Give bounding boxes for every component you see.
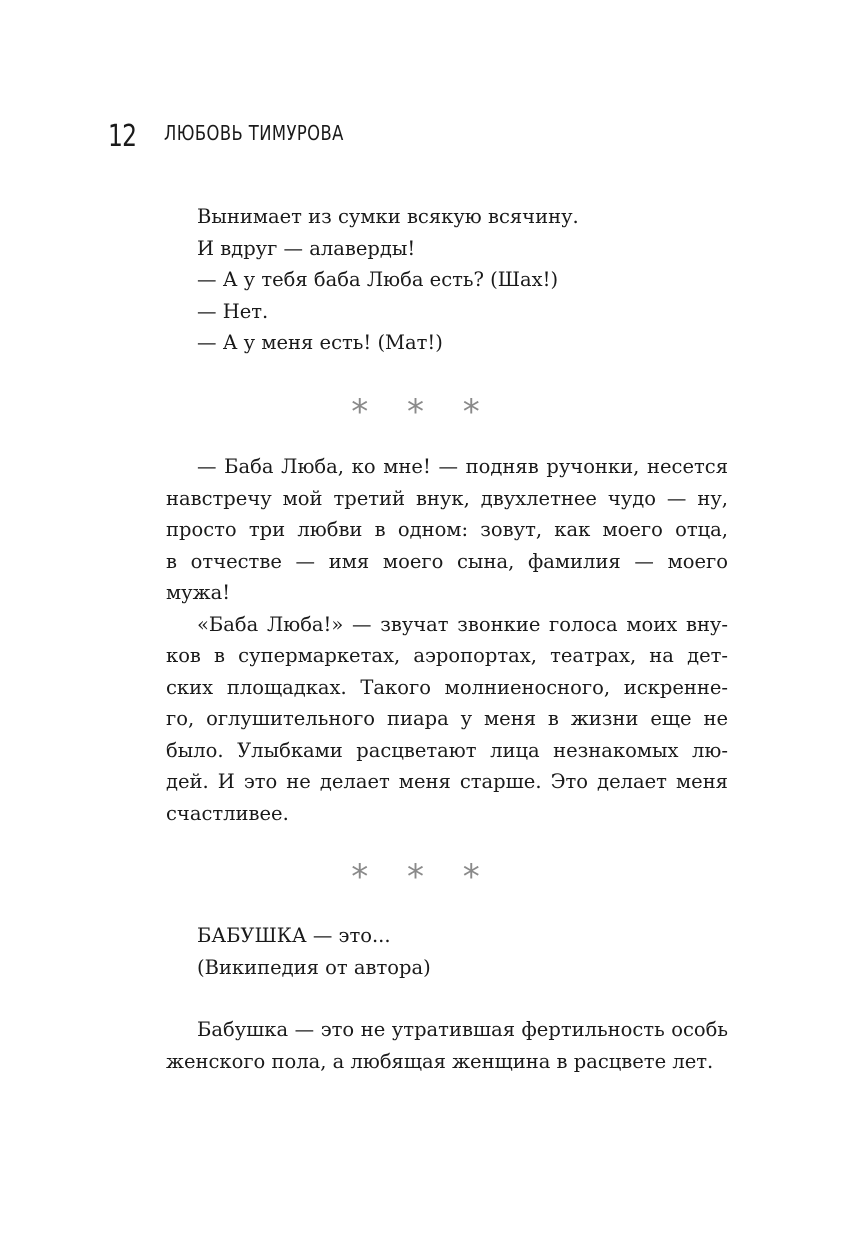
text-line: И вдруг — алаверды! [197,236,416,260]
text-line: ков в супермаркетах, аэропортах, театрах, на дет- [166,644,728,667]
text-line: женского пола, а любящая женщина в расцвете лет. [166,1049,714,1073]
section-separator: * * * [351,392,494,432]
text-line: в отчестве — имя моего сына, фамилия — моего [166,549,728,573]
page-header [108,118,383,154]
text-line: Вынимает из сумки всякую всячину. [197,205,579,228]
heading-block [166,920,728,983]
text-line: — Нет. [197,299,269,323]
definition-paragraph [166,1014,728,1077]
text-line: Бабушка — это не утратившая фертильность особь [197,1018,728,1041]
text-line: — А у меня есть! (Мат!) [197,331,443,354]
text-line: было. Улыбками расцветают лица незнакомых лю- [166,738,728,762]
text-line: БАБУШКА — это... [197,924,391,947]
section-separator: * * * [351,857,494,897]
text-line: — Баба Люба, ко мне! — подняв ручонки, несется [197,455,728,478]
dialogue-block [166,201,728,359]
text-line: просто три любви в одном: зовут, как моего отца, [166,518,728,541]
paragraph-block [166,451,728,829]
text-line: навстречу мой третий внук, двухлетнее чудо — ну, [166,486,728,510]
text-line: (Википедия от автора) [197,955,431,979]
text-line: дей. И это не делает меня старше. Это делает меня [166,770,728,793]
text-line: счастливее. [166,801,289,825]
running-head-author: ЛЮБОВЬ ТИМУРОВА [164,121,344,145]
text-line: го, оглушительного пиара у меня в жизни еще не [166,707,728,730]
text-line: — А у тебя баба Люба есть? (Шах!) [197,268,559,291]
text-line: «Баба Люба!» — звучат звонкие голоса моих вну- [197,612,728,636]
text-line: мужа! [166,581,231,604]
text-line: ских площадках. Такого молниеносного, искренне- [166,675,728,699]
page-number: 12 [108,118,137,154]
